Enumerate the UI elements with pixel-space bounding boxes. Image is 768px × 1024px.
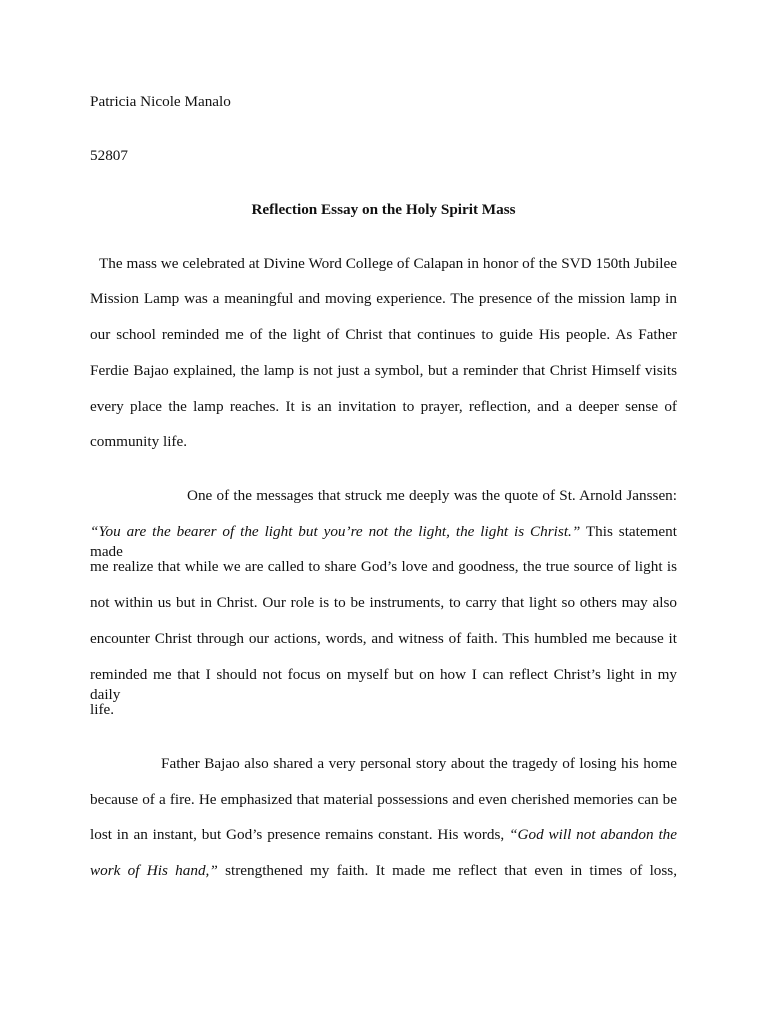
paragraph-2-line-6: reminded me that I should not focus on myself but on how I can reflect Christ’s light in my daily [90,666,677,703]
paragraph-1-line-5: every place the lamp reaches. It is an invitation to prayer, reflection, and a deeper sense of [90,398,677,415]
paragraph-2-line-3: me realize that while we are called to share God’s love and goodness, the true source of light is [90,558,677,575]
paragraph-3-line-4-rest: strengthened my faith. It made me reflect that even in times of loss, [217,862,678,879]
paragraph-3-line-2: because of a fire. He emphasized that material possessions and even cherished memories can be [90,791,677,808]
essay-title: Reflection Essay on the Holy Spirit Mass [251,201,516,218]
paragraph-1-line-6: community life. [90,433,188,450]
student-id: 52807 [90,147,128,164]
bajao-quote-part-1: “God will not abandon the [509,826,677,843]
janssen-quote: “You are the bearer of the light but you’re not the light, the light is Christ.” [90,523,581,540]
paragraph-1-line-2: Mission Lamp was a meaningful and moving experience. The presence of the mission lamp in [90,290,677,307]
paragraph-1-line-4: Ferdie Bajao explained, the lamp is not just a symbol, but a reminder that Christ Himself visits [90,362,677,379]
paragraph-2-line-2 [90,522,677,560]
paragraph-2-line-4: not within us but in Christ. Our role is to be instruments, to carry that light so others may also [90,594,677,611]
paragraph-1-line-3: our school reminded me of the light of Christ that continues to guide His people. As Father [90,326,677,343]
paragraph-2-line-7: life. [90,701,115,718]
paragraph-3-line-4 [90,861,677,881]
bajao-quote-part-2: work of His hand,” [90,862,218,879]
paragraph-3-line-3 [90,825,677,845]
paragraph-2-line-1: One of the messages that struck me deeply was the quote of St. Arnold Janssen: [187,487,677,504]
paragraph-1-line-1: The mass we celebrated at Divine Word College of Calapan in honor of the SVD 150th Jubilee [99,255,677,272]
paragraph-3-line-3-start: lost in an instant, but God’s presence remains constant. His words, [90,826,510,843]
author-name: Patricia Nicole Manalo [90,93,231,110]
paragraph-2-line-2-rest: This statement made [90,523,677,560]
paragraph-3-line-1: Father Bajao also shared a very personal story about the tragedy of losing his home [161,755,677,772]
paragraph-2-line-5: encounter Christ through our actions, words, and witness of faith. This humbled me because it [90,630,677,647]
